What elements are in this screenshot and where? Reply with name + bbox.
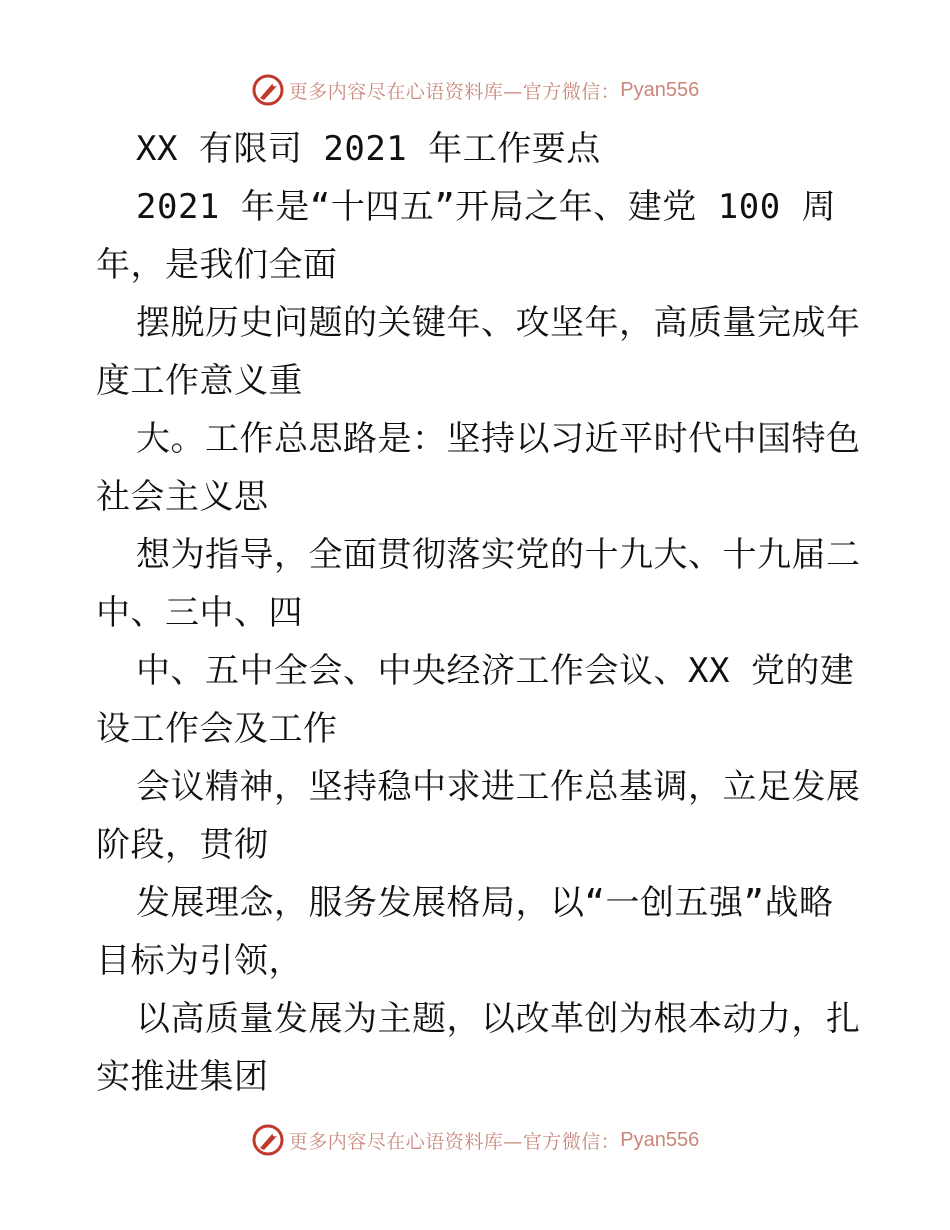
document-title: XX 有限司 2021 年工作要点 (136, 129, 601, 169)
header-watermark (0, 70, 950, 110)
pen-logo-icon (251, 73, 285, 107)
paragraph-line: 年，是我们全面 (96, 245, 338, 285)
paragraph-line: 想为指导，全面贯彻落实党的十九大、十九届二 (136, 535, 861, 575)
paragraph-line: 会议精神，坚持稳中求进工作总基调，立足发展 (136, 767, 861, 807)
paragraph-line: 阶段，贯彻 (96, 825, 269, 865)
pen-logo-icon (251, 1123, 285, 1157)
watermark-text: 更多内容尽在心语资料库—官方微信： (288, 80, 621, 103)
paragraph-line: 中、三中、四 (96, 593, 303, 633)
watermark-text: 更多内容尽在心语资料库—官方微信： (288, 1130, 621, 1153)
paragraph-line: 以高质量发展为主题，以改革创为根本动力，扎 (136, 999, 861, 1039)
paragraph-line: 发展理念，服务发展格局，以“一创五强”战略 (136, 883, 834, 923)
paragraph-line: 中、五中全会、中央经济工作会议、XX 党的建 (136, 651, 855, 691)
footer-watermark (0, 1120, 950, 1160)
paragraph-line: 目标为引领， (96, 941, 303, 981)
paragraph-line: 社会主义思 (96, 477, 269, 517)
watermark-id: Pyan556 (620, 1128, 700, 1151)
paragraph-line: 设工作会及工作 (96, 709, 338, 749)
paragraph-line: 大。工作总思路是：坚持以习近平时代中国特色 (136, 419, 861, 459)
paragraph-line: 实推进集团 (96, 1057, 269, 1097)
paragraph-line: 度工作意义重 (96, 361, 303, 401)
document-body (96, 120, 861, 1106)
paragraph-line: 2021 年是“十四五”开局之年、建党 100 周 (136, 187, 837, 227)
paragraph-line: 摆脱历史问题的关键年、攻坚年，高质量完成年 (136, 303, 861, 343)
watermark-id: Pyan556 (620, 78, 700, 101)
